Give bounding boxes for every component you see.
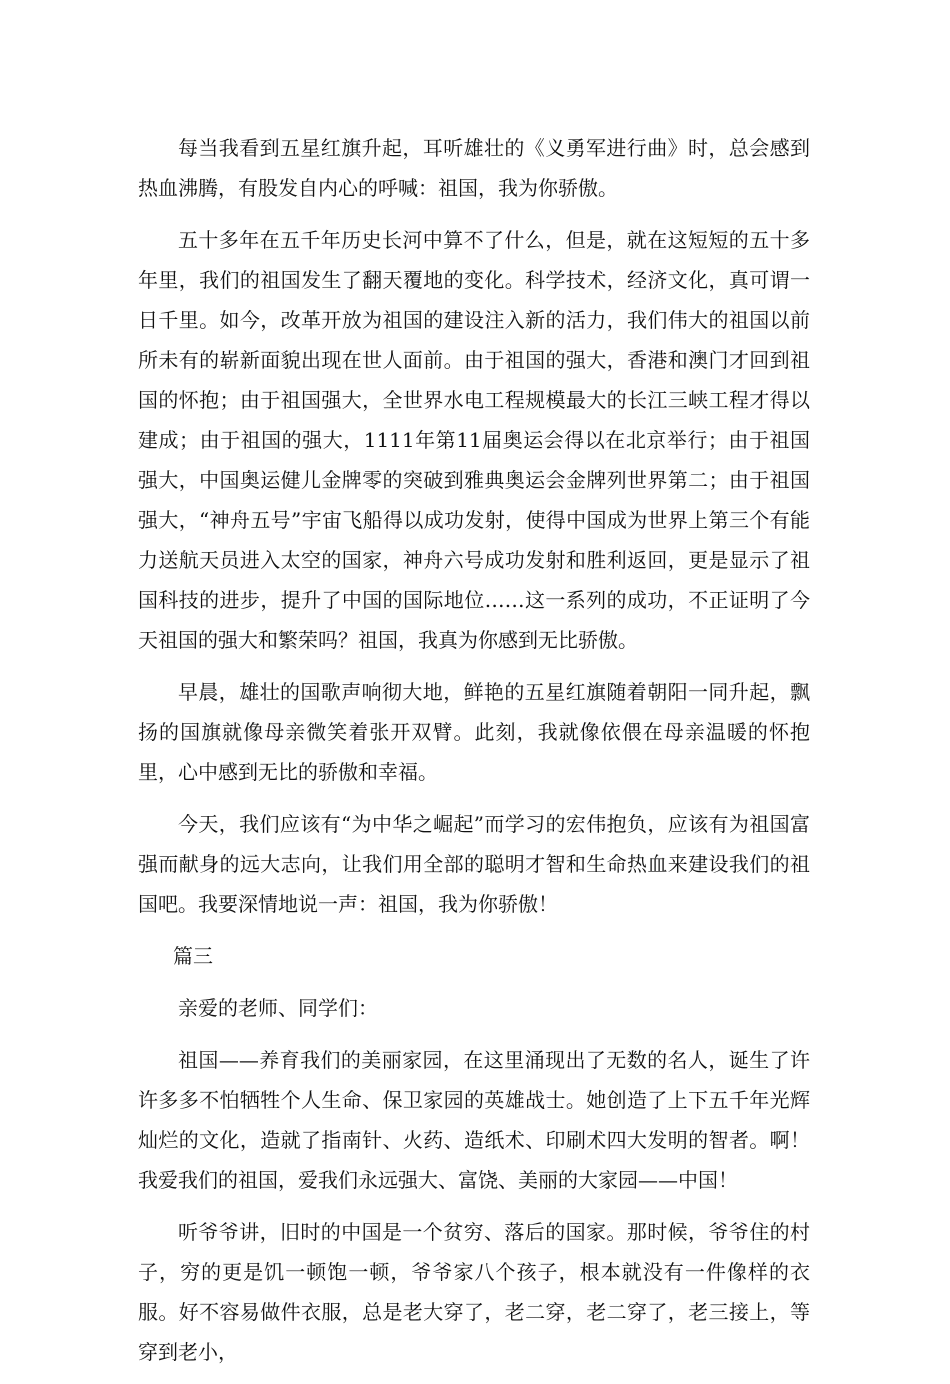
paragraph-1: 每当我看到五星红旗升起，耳听雄壮的《义勇军进行曲》时，总会感到热血沸腾，有股发自内心的呼喊：祖国，我为你骄傲。 [138, 136, 810, 200]
section-heading: 篇三 [173, 944, 213, 968]
paragraph-4: 今天，我们应该有“为中华之崛起”而学习的宏伟抱负，应该有为祖国富强而献身的远大志向，让我们用全部的聪明才智和生命热血来建设我们的祖国吧。我要深情地说一声：祖国，我为你骄傲！ [138, 812, 810, 916]
salutation: 亲爱的老师、同学们： [178, 996, 378, 1020]
paragraph-2: 五十多年在五千年历史长河中算不了什么，但是，就在这短短的五十多年里，我们的祖国发生了翻天覆地的变化。科学技术，经济文化，真可谓一日千里。如今，改革开放为祖国的建设注入新的活力，我们伟大的祖国以前所未有的崭新面貌出现在世人面前。由于祖国的强大，香港和澳门才回到祖国的怀抱；由于祖国强大，全世界水电工程规模最大的长江三峡工程才得以建成；由于祖国的强大，1111年第11届奥运会得以在北京举行；由于祖国强大，中国奥运健儿金牌零的突破到雅典奥运会金牌列世界第二；由于祖国强大，“神舟五号”宇宙飞船得以成功发射，使得中国成为世界上第三个有能力送航天员进入太空的国家，神舟六号成功发射和胜利返回，更是显示了祖国科技的进步，提升了中国的国际地位……这一系列的成功，不正证明了今天祖国的强大和繁荣吗？祖国，我真为你感到无比骄傲。 [138, 228, 810, 652]
document-body [138, 128, 810, 1384]
paragraph-3: 早晨，雄壮的国歌声响彻大地，鲜艳的五星红旗随着朝阳一同升起，飘扬的国旗就像母亲微笑着张开双臂。此刻，我就像依偎在母亲温暖的怀抱里，心中感到无比的骄傲和幸福。 [138, 680, 810, 784]
paragraph-5: 祖国——养育我们的美丽家园，在这里涌现出了无数的名人，诞生了许许多多不怕牺牲个人生命、保卫家园的英雄战士。她创造了上下五千年光辉灿烂的文化，造就了指南针、火药、造纸术、印刷术四大发明的智者。啊！我爱我们的祖国，爱我们永远强大、富饶、美丽的大家园——中国！ [138, 1048, 810, 1192]
paragraph-6: 听爷爷讲，旧时的中国是一个贫穷、落后的国家。那时候，爷爷住的村子，穷的更是饥一顿饱一顿，爷爷家八个孩子，根本就没有一件像样的衣服。好不容易做件衣服，总是老大穿了，老二穿，老二穿了，老三接上，等穿到老小， [138, 1220, 810, 1364]
